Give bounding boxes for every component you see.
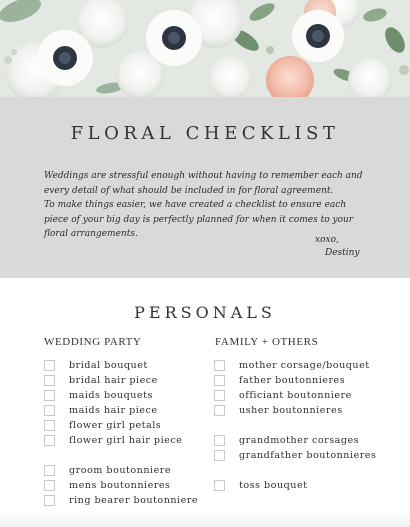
checklist-item[interactable]: [214, 359, 370, 372]
checklist-item-label: grandfather boutonnieres: [239, 450, 377, 461]
checklist-item-label: maids hair piece: [69, 405, 158, 416]
checklist-item[interactable]: [44, 479, 170, 492]
intro-line: floral arrangements.: [44, 229, 138, 240]
checklist-item-label: usher boutonnieres: [239, 405, 343, 416]
checklist-item[interactable]: [214, 389, 352, 402]
checklist-item[interactable]: [214, 479, 307, 492]
checkbox[interactable]: [214, 480, 225, 491]
checklist-item-label: father boutonnieres: [239, 375, 346, 386]
page-edge-shadow: [0, 511, 410, 527]
checkbox[interactable]: [44, 360, 55, 371]
checklist-item-label: toss bouquet: [239, 480, 308, 491]
signature: Destiny: [325, 248, 360, 258]
checkbox[interactable]: [44, 405, 55, 416]
intro-line: Weddings are stressful enough without having to remember each and: [44, 171, 363, 181]
checkbox[interactable]: [44, 435, 55, 446]
checklist-item[interactable]: [44, 434, 182, 447]
checklist-item[interactable]: [44, 389, 153, 402]
floral-photo: [0, 0, 410, 97]
checklist-item[interactable]: [214, 449, 376, 462]
intro-line: piece of your big day is perfectly planned for when it comes to your: [44, 214, 354, 225]
checklist-item-label: mother corsage/bouquet: [239, 360, 370, 371]
checklist-item-label: bridal bouquet: [69, 360, 148, 371]
checkbox[interactable]: [44, 420, 55, 431]
floral-photo-art: [0, 0, 410, 97]
page-title: FLORAL CHECKLIST: [70, 123, 340, 144]
checklist-item-label: bridal hair piece: [69, 375, 158, 386]
checklist-item[interactable]: [44, 404, 158, 417]
column-heading-family-others: FAMILY + OTHERS: [215, 336, 319, 348]
checkbox[interactable]: [214, 360, 225, 371]
checkbox[interactable]: [44, 480, 55, 491]
checkbox[interactable]: [214, 405, 225, 416]
checklist-item[interactable]: [44, 374, 158, 387]
intro-line: every detail of what should be included in for floral agreement.: [44, 185, 334, 196]
checklist-item[interactable]: [214, 434, 359, 447]
checklist-item[interactable]: [44, 419, 161, 432]
checklist-item[interactable]: [44, 464, 171, 477]
checkbox[interactable]: [214, 435, 225, 446]
checkbox[interactable]: [44, 390, 55, 401]
checklist-item[interactable]: [44, 494, 198, 507]
checkbox[interactable]: [44, 375, 55, 386]
column-heading-wedding-party: WEDDING PARTY: [44, 336, 142, 348]
signoff: xoxo,: [315, 235, 339, 245]
checkbox[interactable]: [214, 390, 225, 401]
checkbox[interactable]: [214, 375, 225, 386]
checklist-item-label: grandmother corsages: [239, 435, 360, 446]
checklist-item-label: maids bouquets: [69, 390, 153, 401]
checkbox[interactable]: [214, 450, 225, 461]
checkbox[interactable]: [44, 465, 55, 476]
checklist-item-label: groom boutonniere: [69, 465, 172, 476]
checkbox[interactable]: [44, 495, 55, 506]
checklist-item-label: flower girl hair piece: [69, 435, 183, 446]
intro-paragraph: [44, 169, 384, 242]
checklist-item[interactable]: [44, 359, 148, 372]
section-title-personals: PERSONALS: [134, 303, 276, 322]
intro-line: To make things easier, we have created a checklist to ensure each: [44, 200, 347, 211]
checklist-item-label: mens boutonnieres: [69, 480, 171, 491]
checklist-item-label: officiant boutonniere: [239, 390, 352, 401]
checklist-item[interactable]: [214, 404, 343, 417]
title-banner: [0, 97, 410, 278]
checklist-item-label: flower girl petals: [69, 420, 162, 431]
checklist-item[interactable]: [214, 374, 345, 387]
checklist-item-label: ring bearer boutonniere: [69, 495, 199, 506]
